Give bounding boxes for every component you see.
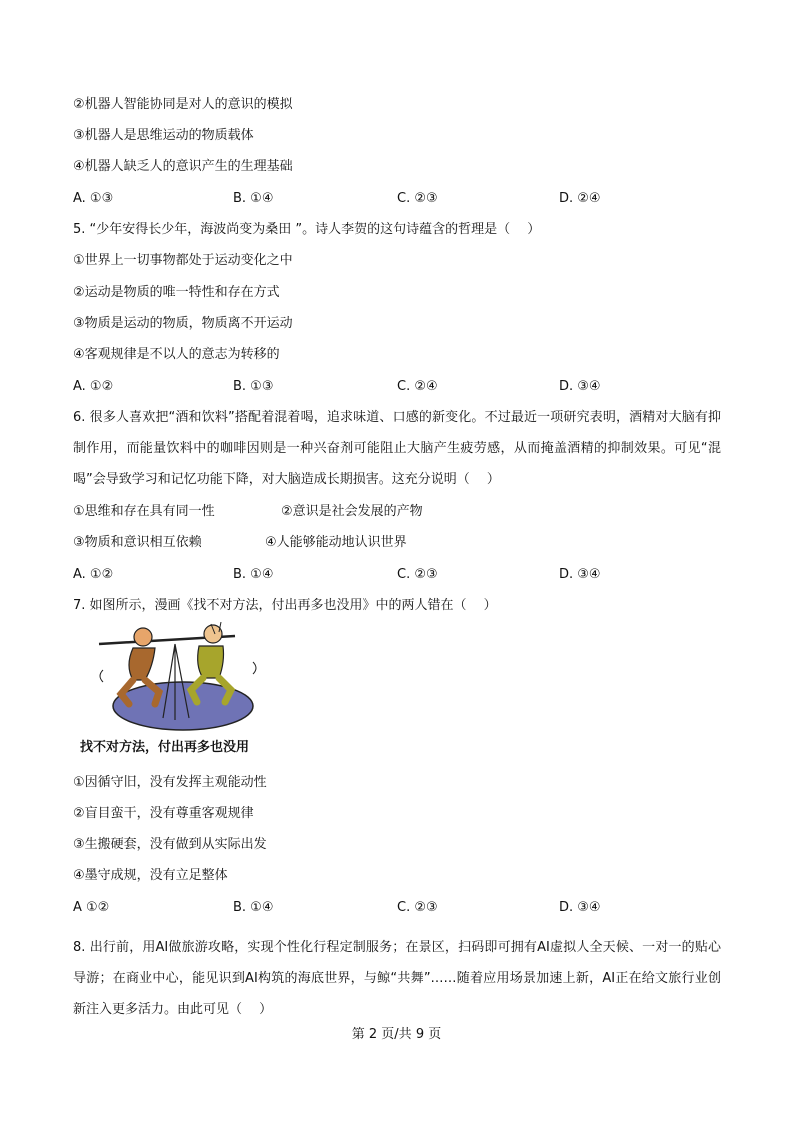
- q6-option-a: A. ①②: [73, 567, 114, 582]
- tug-of-war-cartoon: [95, 622, 265, 734]
- cartoon-caption: 找不对方法，付出再多也没用: [80, 740, 250, 755]
- q5-item-3: ③物质是运动的物质，物质离不开运动: [73, 316, 293, 331]
- q4-item-4: ④机器人缺乏人的意识产生的生理基础: [73, 159, 293, 174]
- q6-item-3: ③物质和意识相互依赖: [73, 535, 202, 550]
- q7-item-2: ②盲目蛮干，没有尊重客观规律: [73, 806, 254, 821]
- q7-option-d: D. ③④: [559, 900, 601, 915]
- q4-item-3: ③机器人是思维运动的物质载体: [73, 128, 254, 143]
- q4-option-a: A. ①③: [73, 191, 114, 206]
- page-footer: 第 2 页/共 9 页: [351, 1027, 442, 1042]
- q4-item-2: ②机器人智能协同是对人的意识的模拟: [73, 97, 293, 112]
- q4-option-b: B. ①④: [233, 191, 274, 206]
- q7-stem: 7. 如图所示，漫画《找不对方法，付出再多也没用》中的两人错在（ ）: [73, 598, 497, 613]
- right-man-body: [198, 646, 224, 678]
- q6-item-2: ②意识是社会发展的产物: [281, 504, 423, 519]
- q7-options: [73, 899, 723, 916]
- q4-option-d: D. ②④: [559, 191, 601, 206]
- q4-options: [73, 190, 723, 207]
- q7-option-b: B. ①④: [233, 900, 274, 915]
- q8-stem: 8. 出行前，用AI做旅游攻略，实现个性化行程定制服务；在景区，扫码即可拥有AI虚拟人全天候、一对一的贴心导游；在商业中心，能见识到AI构筑的海底世界，与鲸“共舞”……随着应用场景加速上新，AI正在给文旅行业创新注入更多活力。由此可见（ ）: [73, 940, 721, 1017]
- q5-item-2: ②运动是物质的唯一特性和存在方式: [73, 285, 280, 300]
- q5-option-b: B. ①③: [233, 379, 274, 394]
- q4-option-c: C. ②③: [397, 191, 438, 206]
- q7-item-4: ④墨守成规，没有立足整体: [73, 868, 228, 883]
- q6-option-d: D. ③④: [559, 567, 601, 582]
- q5-item-1: ①世界上一切事物都处于运动变化之中: [73, 253, 293, 268]
- motion-lines: [100, 662, 256, 682]
- left-man-head: [134, 628, 152, 646]
- q6-stem: 6. 很多人喜欢把“酒和饮料”搭配着混着喝，追求味道、口感的新变化。不过最近一项研究表明，酒精对大脑有抑制作用，而能量饮料中的咖啡因则是一种兴奋剂可能阻止大脑产生疲劳感，从而掩盖酒精的抑制效果。可见“混喝”会导致学习和记忆功能下降，对大脑造成长期损害。这充分说明（ ）: [73, 410, 721, 487]
- q5-item-4: ④客观规律是不以人的意志为转移的: [73, 347, 280, 362]
- left-man-body: [129, 648, 155, 680]
- q7-option-c: C. ②③: [397, 900, 438, 915]
- q6-option-c: C. ②③: [397, 567, 438, 582]
- q5-option-c: C. ②④: [397, 379, 438, 394]
- q5-option-d: D. ③④: [559, 379, 601, 394]
- q6-item-1: ①思维和存在具有同一性: [73, 504, 215, 519]
- q6-item-4: ④人能够能动地认识世界: [265, 535, 407, 550]
- q7-item-1: ①因循守旧，没有发挥主观能动性: [73, 775, 267, 790]
- q5-options: [73, 378, 723, 395]
- q7-item-3: ③生搬硬套，没有做到从实际出发: [73, 837, 267, 852]
- q5-option-a: A. ①②: [73, 379, 114, 394]
- q7-option-a: A ①②: [73, 900, 110, 915]
- q5-stem: 5. “少年安得长少年，海波尚变为桑田 ”。诗人李贺的这句诗蕴含的哲理是（ ）: [73, 222, 541, 237]
- q6-option-b: B. ①④: [233, 567, 274, 582]
- q6-options: [73, 566, 723, 583]
